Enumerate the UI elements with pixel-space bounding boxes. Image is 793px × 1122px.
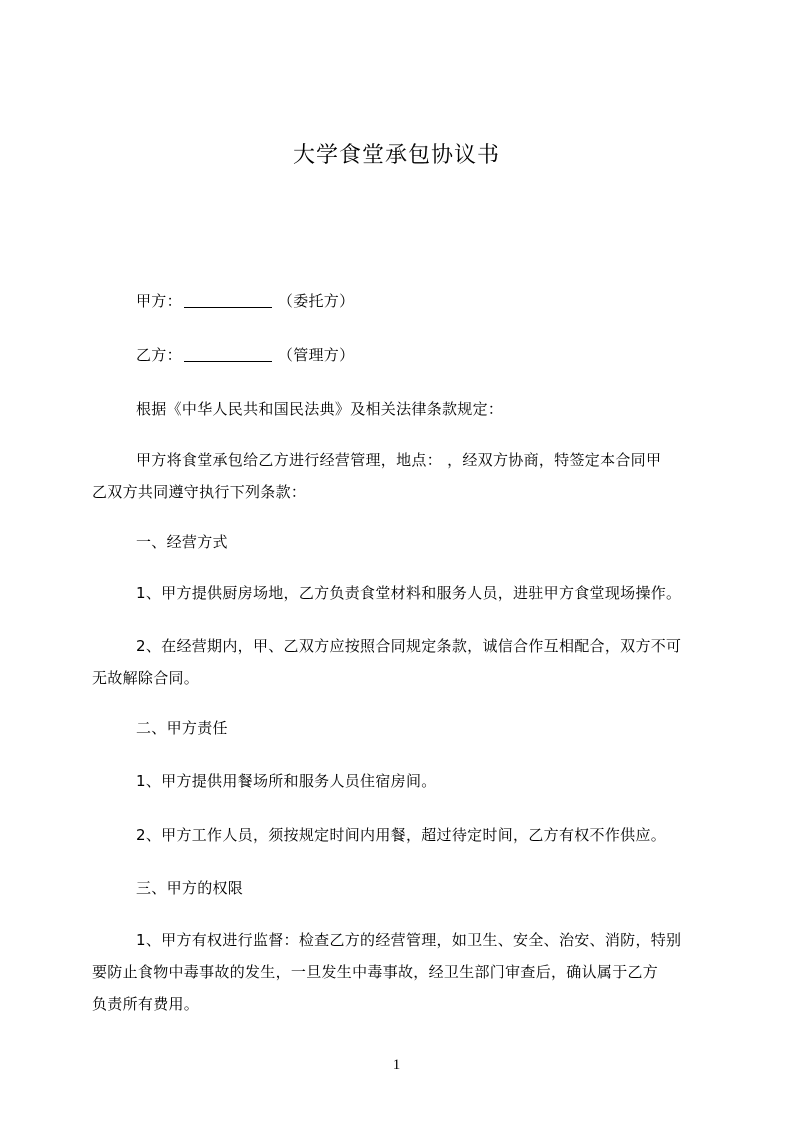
section-3-item-1-line-3: 负责所有费用。 [92,995,200,1013]
section-1-item-2 [92,630,712,694]
section-1-item-2-line-1: 2、在经营期内，甲、乙双方应按照合同规定条款，诚信合作互相配合，双方不可 [136,637,682,655]
section-1-item-1: 1、甲方提供厨房场地，乙方负责食堂材料和服务人员，进驻甲方食堂现场操作。 [136,584,682,602]
section-2-heading: 二、甲方责任 [136,719,228,737]
section-2-item-1: 1、甲方提供用餐场所和服务人员住宿房间。 [136,772,437,790]
party-a-line [136,291,354,311]
party-b-role: （管理方） [277,346,355,364]
section-3-heading: 三、甲方的权限 [136,879,244,897]
document-title: 大学食堂承包协议书 [292,143,500,168]
intro-line-2: 乙双方共同遵守执行下列条款： [92,483,307,501]
legal-basis: 根据《中华人民共和国民法典》及相关法律条款规定： [136,400,504,418]
party-a-label: 甲方： [136,292,182,310]
section-3-item-1-line-2: 要防止食物中毒事故的发生，一旦发生中毒事故，经卫生部门审查后，确认属于乙方 [92,963,659,981]
party-a-role: （委托方） [277,292,355,310]
section-3-item-1-line-1: 1、甲方有权进行监督：检查乙方的经营管理，如卫生、安全、治安、消防，特别 [136,931,682,949]
party-a-blank [184,293,272,308]
section-2-item-2: 2、甲方工作人员，须按规定时间内用餐，超过待定时间，乙方有权不作供应。 [136,826,667,844]
section-1-item-2-line-2: 无故解除合同。 [92,669,200,687]
party-b-label: 乙方： [136,346,182,364]
page-number: 1 [392,1057,401,1073]
intro-line-1: 甲方将食堂承包给乙方进行经营管理，地点： ，经双方协商，特签定本合同甲 [136,451,662,469]
party-b-line [136,345,354,365]
section-3-item-1 [92,924,712,1020]
section-1-heading: 一、经营方式 [136,533,228,551]
party-b-blank [184,347,272,362]
intro-paragraph [92,444,712,508]
